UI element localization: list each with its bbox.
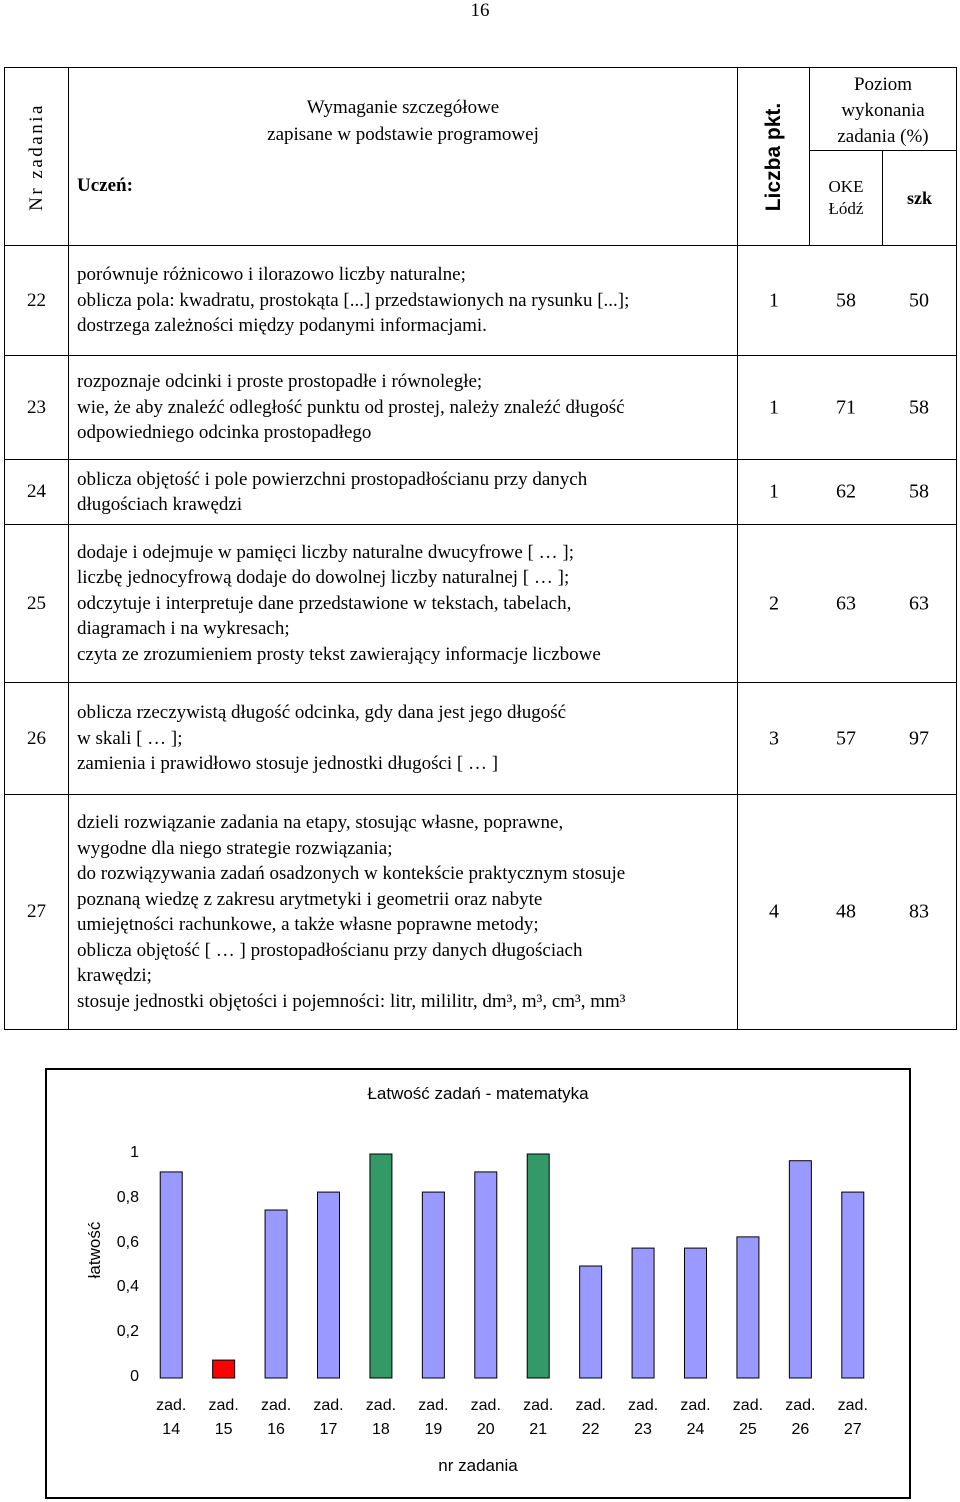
task-number: 23 <box>5 356 69 460</box>
x-tick-label: zad. 17 <box>313 1397 344 1438</box>
y-tick-label: 0 <box>130 1368 139 1385</box>
requirement-text: dzieli rozwiązanie zadania na etapy, stosując własne, poprawne, wygodne dla niego strategie rozwiązania; do rozwiązywania zadań osadzonych w kontekście praktycznym stosuje poznaną wiedzę z zakresu arytmetyki i geometrii oraz nabyte umiejętności rachunkowe, a także własne poprawne metody; oblicza objętość [ … ] prostopadłościanu przy danych długościach krawędzi; stosuje jednostki objętości i pojemności: litr, mililitr, dm³, m³, cm³, mm³ <box>69 795 738 1030</box>
requirements-table <box>4 67 957 1030</box>
y-tick-label: 0,4 <box>116 1278 139 1296</box>
x-tick-label: zad. 21 <box>523 1397 554 1438</box>
x-tick-label: zad. 22 <box>575 1397 606 1438</box>
task-number: 27 <box>5 795 69 1030</box>
task-number: 26 <box>5 683 69 795</box>
x-tick-label: zad. 23 <box>627 1397 659 1438</box>
szk-value: 50 <box>909 289 929 311</box>
points-value: 3 <box>769 727 779 749</box>
bar <box>318 1192 340 1378</box>
requirement-text: porównuje różnicowo i ilorazowo liczby naturalne; oblicza pola: kwadratu, prostokąta [...] przedstawionych na rysunku [...]; dostrzega zależności między podanymi informacjami. <box>69 246 738 356</box>
points-value: 1 <box>769 289 779 311</box>
result-values <box>738 246 957 356</box>
x-tick-label: zad. 25 <box>732 1397 764 1438</box>
page-number: 16 <box>470 0 490 21</box>
bar <box>789 1161 811 1378</box>
result-values <box>738 525 957 683</box>
result-values <box>738 683 957 795</box>
bar <box>213 1360 235 1378</box>
table-row <box>5 683 957 795</box>
table-row <box>5 795 957 1030</box>
bar <box>685 1248 707 1378</box>
szk-value: 58 <box>909 396 929 418</box>
task-number: 25 <box>5 525 69 683</box>
szk-value: 83 <box>909 900 929 923</box>
header-level: Poziom wykonania zadania (%) <box>810 68 957 151</box>
x-tick-label: zad. 24 <box>680 1397 711 1438</box>
table-row <box>5 525 957 683</box>
header-requirement <box>69 68 738 246</box>
table-row <box>5 460 957 525</box>
oke-value: 58 <box>836 289 856 311</box>
result-values <box>738 460 957 525</box>
x-tick-label: zad. 16 <box>260 1397 292 1438</box>
easiness-chart <box>45 1068 911 1499</box>
points-value: 2 <box>769 592 779 614</box>
bar <box>422 1192 444 1378</box>
table-row <box>5 356 957 460</box>
task-number-label: Nr zadania <box>25 102 47 211</box>
result-values <box>738 795 957 1030</box>
oke-value: 48 <box>836 900 856 923</box>
bar <box>527 1154 549 1378</box>
header-points <box>738 68 810 246</box>
header-oke: OKE Łódź <box>810 151 883 246</box>
bar <box>580 1266 602 1378</box>
y-tick-label: 1 <box>130 1144 139 1161</box>
szk-value: 63 <box>909 592 929 614</box>
bar <box>632 1248 654 1378</box>
x-tick-label: zad. 15 <box>208 1397 239 1438</box>
szk-value: 97 <box>909 727 929 749</box>
y-tick-label: 0,6 <box>116 1233 139 1251</box>
x-tick-label: zad. 20 <box>470 1397 501 1438</box>
y-tick-label: 0,8 <box>116 1188 139 1206</box>
y-tick-label: 0,2 <box>116 1323 139 1341</box>
task-number: 24 <box>5 460 69 525</box>
requirement-text: rozpoznaje odcinki i proste prostopadłe i równoległe; wie, że aby znaleźć odległość punktu od prostej, należy znaleźć długość odpowiedniego odcinka prostopadłego <box>69 356 738 460</box>
student-label: Uczeń: <box>77 175 133 196</box>
header-task-number <box>5 68 69 246</box>
y-axis-title: łatwość <box>85 1221 104 1279</box>
table-row <box>5 246 957 356</box>
requirement-text: oblicza rzeczywistą długość odcinka, gdy dana jest jego długość w skali [ … ]; zamienia i prawidłowo stosuje jednostki długości [ … ] <box>69 683 738 795</box>
task-number: 22 <box>5 246 69 356</box>
requirement-title: Wymaganie szczegółowe zapisane w podstawie programowej <box>267 97 539 145</box>
chart-title: Łatwość zadań - matematyka <box>367 1084 589 1103</box>
oke-value: 63 <box>836 592 856 614</box>
x-tick-label: zad. 27 <box>837 1397 868 1438</box>
bar <box>737 1237 759 1378</box>
szk-value: 58 <box>909 480 929 503</box>
oke-value: 57 <box>836 727 856 749</box>
bar <box>475 1172 497 1378</box>
x-tick-label: zad. 19 <box>418 1397 449 1438</box>
x-tick-label: zad. 26 <box>785 1397 816 1438</box>
x-axis-title: nr zadania <box>438 1456 518 1475</box>
result-values <box>738 356 957 460</box>
points-value: 1 <box>769 480 779 503</box>
oke-value: 62 <box>836 480 856 503</box>
oke-value: 71 <box>836 396 856 418</box>
x-tick-label: zad. 14 <box>156 1397 187 1438</box>
points-value: 1 <box>769 396 779 418</box>
requirement-text: dodaje i odejmuje w pamięci liczby naturalne dwucyfrowe [ … ]; liczbę jednocyfrową dodaje do dowolnej liczby naturalnej [ … ]; odczytuje i interpretuje dane przedstawione w tekstach, tabelach, diagramach i na wykresach; czyta ze zrozumieniem prosty tekst zawierający informacje liczbowe <box>69 525 738 683</box>
x-tick-label: zad. 18 <box>365 1397 397 1438</box>
points-value: 4 <box>769 900 779 923</box>
points-label: Liczba pkt. <box>761 102 785 211</box>
requirement-text: oblicza objętość i pole powierzchni prostopadłościanu przy danych długościach krawędzi <box>69 460 738 525</box>
bar <box>842 1192 864 1378</box>
bar <box>370 1154 392 1378</box>
bar <box>160 1172 182 1378</box>
bar <box>265 1210 287 1378</box>
header-szk: szk <box>883 151 957 246</box>
